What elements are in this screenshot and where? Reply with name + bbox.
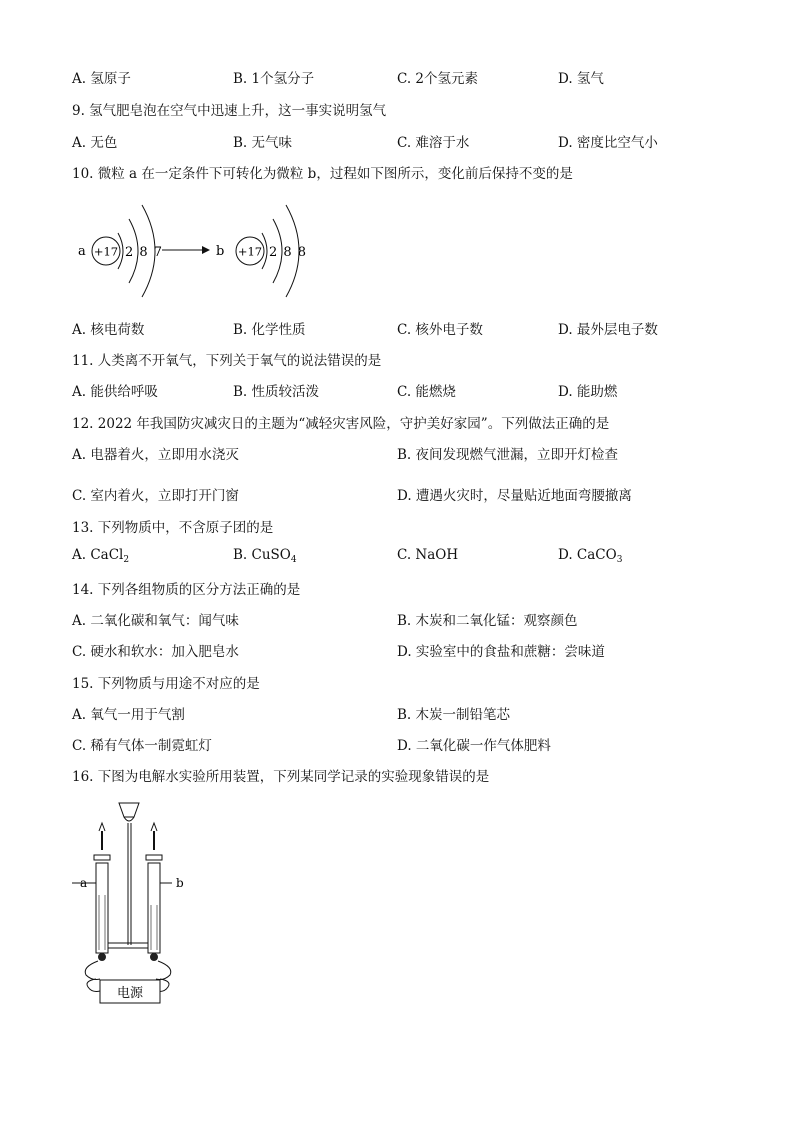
arrow-head-icon (202, 246, 210, 254)
q12-option-b: B. 夜间发现燃气泄漏，立即开灯检查 (397, 447, 619, 463)
atom-b-nucleus-charge: +17 (237, 244, 263, 259)
q14-option-d: D. 实验室中的食盐和蔗糖：尝味道 (397, 644, 605, 660)
q10-option-c: C. 核外电子数 (397, 322, 483, 338)
q14-option-b: B. 木炭和二氧化锰：观察颜色 (397, 613, 578, 629)
power-supply-label: 电源 (116, 986, 144, 1001)
q9-option-b: B. 无气味 (233, 135, 293, 151)
q9-option-c: C. 难溶于水 (397, 135, 470, 151)
funnel-reservoir (119, 803, 139, 817)
q13-stem: 13. 下列物质中，不含原子团的是 (72, 520, 274, 536)
q9-option-a: A. 无色 (72, 135, 118, 151)
q11-stem: 11. 人类离不开氧气，下列关于氧气的说法错误的是 (72, 353, 382, 369)
q15-option-a: A. 氧气一用于气割 (72, 707, 185, 723)
q10-option-b: B. 化学性质 (233, 322, 306, 338)
q12-option-c: C. 室内着火，立即打开门窗 (72, 488, 239, 504)
q13-option-a: A. CaCl$_2$ (72, 547, 130, 565)
q12-option-a: A. 电器着火，立即用水浇灭 (72, 447, 239, 463)
q11-option-a: A. 能供给呼吸 (72, 384, 158, 400)
q16-stem: 16. 下图为电解水实验所用装置，下列某同学记录的实验现象错误的是 (72, 769, 490, 785)
q15-option-d: D. 二氧化碳一作气体肥料 (397, 738, 551, 754)
q12-stem: 12. 2022 年我国防灾减灾日的主题为“减轻灾害风险，守护美好家园”。下列做法正确的是 (72, 416, 610, 432)
left-electrode (98, 953, 106, 961)
atom-a-label: a (78, 244, 86, 259)
left-tube-label: a (80, 876, 88, 890)
q8-option-d: D. 氢气 (558, 71, 604, 87)
q10-option-a: A. 核电荷数 (72, 322, 145, 338)
q15-stem: 15. 下列物质与用途不对应的是 (72, 676, 260, 692)
q9-stem: 9. 氢气肥皂泡在空气中迅速上升，这一事实说明氢气 (72, 103, 387, 119)
right-tube (148, 863, 160, 953)
q14-option-a: A. 二氧化碳和氧气：闻气味 (72, 613, 239, 629)
q13-option-d: D. CaCO$_3$ (558, 547, 623, 565)
left-tube (96, 863, 108, 953)
electrolysis-apparatus-diagram (72, 795, 212, 1010)
atom-structure-diagram (72, 200, 322, 300)
q11-option-b: B. 性质较活泼 (233, 384, 320, 400)
q12-option-d: D. 遭遇火灾时，尽量贴近地面弯腰撤离 (397, 488, 632, 504)
q9-option-d: D. 密度比空气小 (558, 135, 658, 151)
q10-option-d: D. 最外层电子数 (558, 322, 658, 338)
q10-stem: 10. 微粒 a 在一定条件下可转化为微粒 b，过程如下图所示，变化前后保持不变的是 (72, 166, 573, 182)
right-electrode (150, 953, 158, 961)
q8-option-a: A. 氢原子 (72, 71, 131, 87)
q8-option-b: B. 1个氢分子 (233, 71, 315, 87)
q14-option-c: C. 硬水和软水：加入肥皂水 (72, 644, 239, 660)
q13-option-b: B. CuSO$_4$ (233, 547, 297, 565)
right-tube-label: b (176, 876, 184, 890)
q14-stem: 14. 下列各组物质的区分方法正确的是 (72, 582, 301, 598)
atom-b-electrons: 2 8 8 (269, 245, 308, 260)
atom-a-electrons: 2 8 7 (125, 245, 164, 260)
q11-option-d: D. 能助燃 (558, 384, 618, 400)
atom-b-label: b (216, 244, 225, 259)
atom-a-nucleus-charge: +17 (93, 244, 119, 259)
q15-option-c: C. 稀有气体一制霓虹灯 (72, 738, 212, 754)
q13-option-c: C. NaOH (397, 547, 459, 563)
right-valve (146, 855, 162, 860)
q11-option-c: C. 能燃烧 (397, 384, 456, 400)
q15-option-b: B. 木炭一制铅笔芯 (397, 707, 511, 723)
left-valve (94, 855, 110, 860)
q8-option-c: C. 2个氢元素 (397, 71, 479, 87)
